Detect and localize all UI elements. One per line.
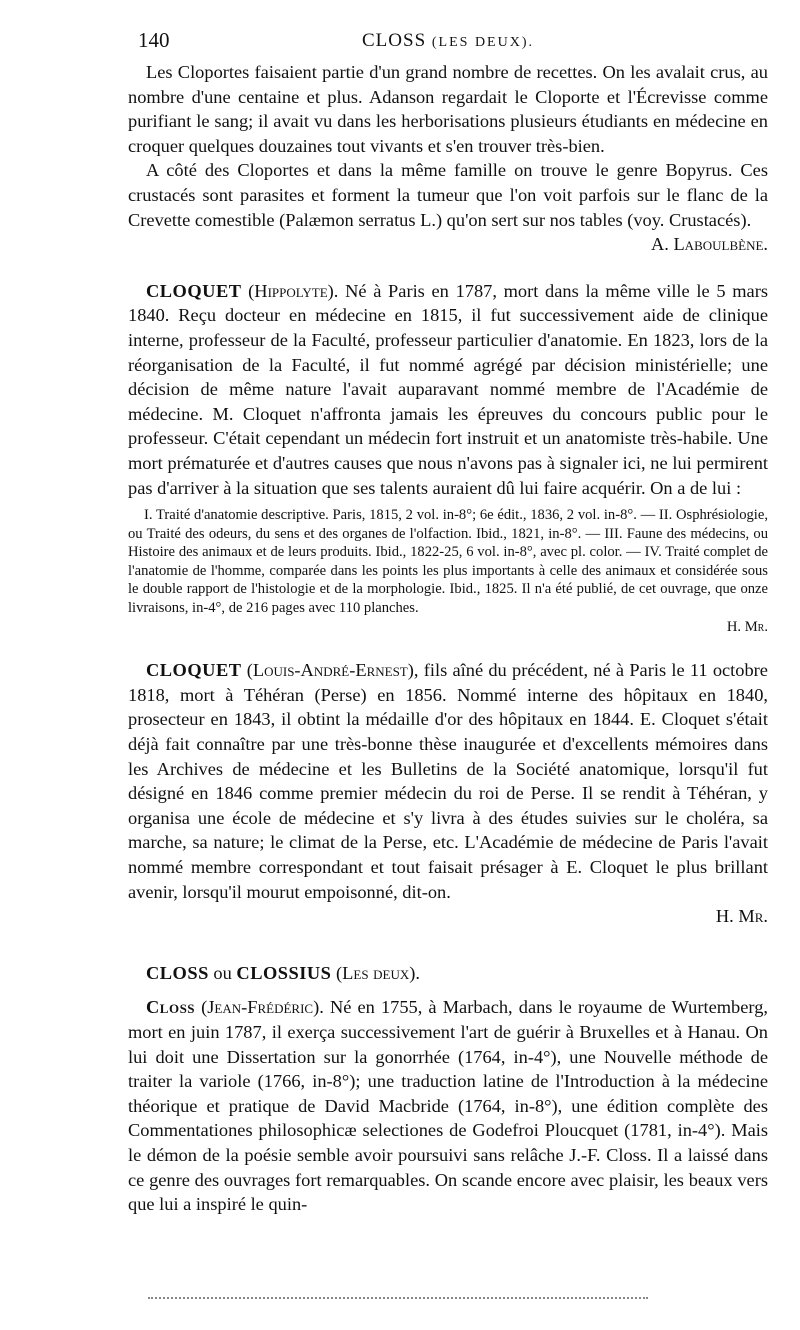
page-header — [128, 20, 768, 60]
page-number: 140 — [138, 28, 170, 52]
section-connector: ou — [213, 962, 232, 983]
signature-laboulbene: A. Laboulbène. — [650, 234, 768, 255]
entry-closs-jean-frederic — [128, 995, 768, 1216]
paragraph-cloportes-2: A côté des Cloportes et dans la même famille on trouve le genre Bopyrus. Ces crustacés sont parasites et forment la tumeur que l'on voit parfois sur le flanc de la Crevette comestible (Palæmon serratus L.) qu'on sert sur nos tables (voy. Crustacés). — [128, 160, 768, 230]
running-title-small: (LES DEUX). — [431, 35, 534, 50]
entry-headword: CLOQUET — [146, 660, 242, 681]
entry-name: (Jean-Frédéric). — [201, 997, 324, 1018]
article-body — [128, 60, 768, 1217]
section-headword-1: CLOSS — [146, 962, 209, 983]
entry-text: Né en 1755, à Marbach, dans le royaume de Wurtemberg, mort en juin 1787, il exerça successivement l'art de guérir à Bruxelles et à Hanau. On lui doit une Dissertation sur la gonorrhée (1764, in-4°), une Nouvelle méthode de traiter la variole (1766, in-8°); une traduction latine de l'Introduction à la médecine théorique et pratique de David Macbride (1764, in-8°), une édition complète des Commentationes philosophicæ selectiones de Godefroi Ploucquet (1781, in-4°). Mais le démon de la poésie semble avoir poursuivi sans relâche J.-F. Closs. Il a laissé dans ce genre des ouvrages fort remarquables. On scande encore avec plaisir, les beaux vers que lui a inspiré le quin- — [128, 997, 768, 1215]
section-headword-2: CLOSSIUS — [236, 962, 332, 983]
entry-name: (Hippolyte). — [248, 280, 339, 301]
entry-headword: CLOQUET — [146, 280, 242, 301]
running-title-main: CLOSS — [362, 30, 427, 51]
running-title — [128, 30, 768, 52]
entry-headword: Closs — [146, 997, 196, 1018]
section-name: (Les deux). — [336, 962, 420, 983]
entry-name: (Louis-André-Ernest), — [246, 660, 419, 681]
entry-cloquet-ernest — [128, 658, 768, 904]
signature-hmr-1: H. Mr. — [726, 618, 768, 635]
bibliography-hippolyte — [128, 506, 768, 636]
page — [128, 20, 768, 1217]
entry-text: fils aîné du précédent, né à Paris le 11 octobre 1818, mort à Téhéran (Perse) en 1856. Nommé interne des hôpitaux en 1840, prosecteur en 1843, il obtint la médaille d'or des hôpitaux en 1844. E. Cloquet s'était déjà fait connaître par une très-bonne thèse inaugurée et d'excellents mémoires dans les Archives de médecine et les Bulletins de la Société anatomique, lorsqu'il fut désigné en 1846 comme premier médecin du roi de Perse. Il se rendit à Téhéran, y organisa une école de médecine et s'y livra à des études suivies sur le choléra, sa marche, sa nature; le climat de la Perse, etc. L'Académie de médecine de Paris l'avait nommé membre correspondant et tout faisait présager à E. Cloquet le plus brillant avenir, lorsqu'il mourut empoisonné, dit-on. — [128, 660, 768, 902]
entry-text: Né à Paris en 1787, mort dans la même ville le 5 mars 1840. Reçu docteur en médecine en 1815, il fut successivement aide de clinique interne, professeur de la Faculté, professeur particulier d'anatomie. En 1823, lors de la réorganisation de la Faculté, il fut nommé agrégé par décision ministérielle; une décision de même nature l'avait auparavant nommé membre de l'Académie de médecine. M. Cloquet n'affronta jamais les épreuves du concours public pour le professeur. C'était cependant un médecin fort instruit et un anatomiste très-habile. Une mort prématurée et d'autres causes que nous n'avons pas à signaler ici, ne lui permirent pas d'arriver à la situation que ses talents auraient dû lui faire acquérir. On a de lui : — [128, 280, 768, 498]
footer-dotted-rule — [148, 1297, 648, 1299]
signature-hmr-2: H. Mr. — [715, 906, 768, 927]
section-heading-closs — [128, 961, 768, 986]
bibliography-text: I. Traité d'anatomie descriptive. Paris, 1815, 2 vol. in-8°; 6e édit., 1836, 2 vol. in-8°. — II. Osphrésiologie, ou Traité des odeurs, du sens et des organes de l'olfaction. Ibid., 1821, in-8°. — III. Faune des médecins, ou Histoire des animaux et de leurs produits. Ibid., 1822-25, 6 vol. in-8°, avec pl. color. — IV. Traité complet de l'anatomie de l'homme, comparée dans les points les plus importants à celle des animaux et considérée sous le double rapport de l'histologie et de la morphologie. Ibid., 1825. Il n'a été publié, de cet ouvrage, que onze livraisons, in-4°, de 216 pages avec 110 planches. — [128, 507, 768, 617]
entry-cloquet-hippolyte — [128, 279, 768, 500]
paragraph-cloportes-1: Les Cloportes faisaient partie d'un grand nombre de recettes. On les avalait crus, au nombre d'une centaine et plus. Adanson regardait le Cloporte et l'Écrevisse comme purifiant le sang; il avait vu dans les herborisations plusieurs étudiants en médecine en croquer quelques douzaines tout vivants et s'en trouver très-bien. — [128, 62, 768, 156]
